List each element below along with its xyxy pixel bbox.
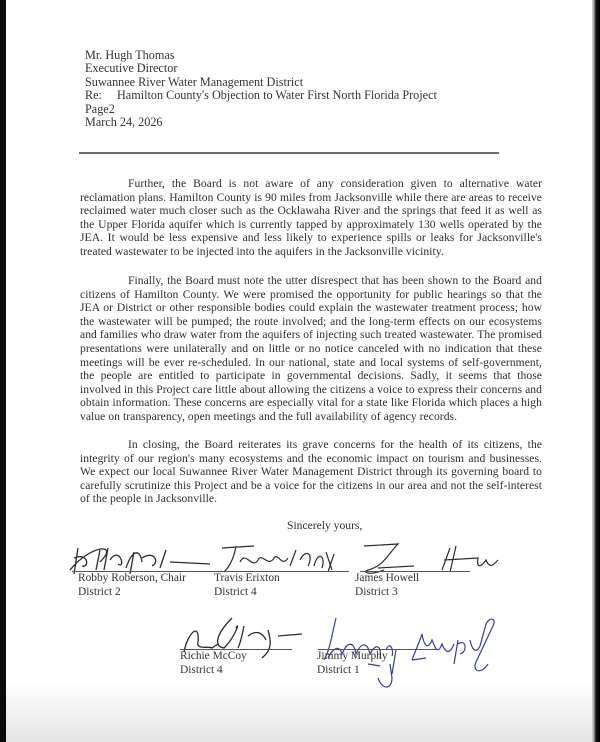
paragraph-text: Further, the Board is not aware of any consideration given to alternative water reclamation plans. Hamilton County is 90 miles from Jacksonville while there are areas to receive reclaimed water much closer such as the Ocklawaha River and the springs that feed it as well as the Upper Florida aquifer which is currently tapped by approximately 130 wells operated by the JEA. It would be less expensive and less likely to experience spills or leaks for Jacksonville's treated wastewater to be injected into the aquifers in the Jacksonville vicinity. [80, 177, 542, 258]
signatory-name: Travis Erixton [214, 572, 280, 584]
subject-line [85, 89, 437, 102]
letter-date: March 24, 2026 [85, 115, 163, 130]
paragraph-text: Finally, the Board must note the utter disrespect that has been shown to the Board and citizens of Hamilton County. We were promised the opportunity for public hearings so that the JEA or District or other responsible bodies could explain the wastewater treatment process; how the wastewater will be pumped; the route involved; and the long-term effects on our ecosystems and families who draw water from the aquifers of injecting such treated wastewater. The promised presentations were unilaterally and on little or no notice canceled with no indication that these meetings will be ever re-scheduled. In our national, state and local systems of self-government, the people are entitled to participate in governmental decisions. Sadly, it seems that those involved in this Project care little about allowing the citizens a voice to express their concerns and obtain information. These concerns are especially vital for a state like Florida which places a high value on transparency, open meetings and the full availability of agency records. [80, 274, 542, 423]
signatory-block [317, 650, 388, 677]
scan-right-border [592, 0, 600, 742]
signatory-name: Richie McCoy [180, 650, 247, 662]
header-divider [79, 152, 499, 154]
signatory-district: District 4 [214, 585, 257, 598]
recipient-organization: Suwannee River Water Management District [85, 74, 304, 89]
page-number: Page2 [85, 101, 115, 116]
signatory-block [355, 572, 419, 599]
paragraph-alternatives [80, 177, 542, 259]
paragraph-closing [80, 438, 542, 506]
letter-header [85, 49, 437, 129]
paragraph-disrespect [80, 274, 542, 424]
signatory-district: District 4 [180, 663, 223, 676]
re-label: Re: [85, 88, 102, 103]
signatory-block [180, 650, 247, 677]
recipient-title: Executive Director [85, 61, 178, 76]
valediction: Sincerely yours, [287, 519, 363, 532]
signatory-name: Robby Roberson, Chair [78, 572, 186, 584]
signatory-name: Jimmy Murphy [317, 650, 388, 662]
paragraph-text: In closing, the Board reiterates its grave concerns for the health of its citizens, the integrity of our region's many ecosystems and the economic impact on tourism and businesses. We expect our local Suwannee River Water Management District through its governing board to carefully scrutinize this Project and be a voice for the citizens in our area and not the self-interest of the people in Jacksonville. [80, 438, 542, 506]
re-subject: Hamilton County's Objection to Water First North Florida Project [117, 88, 437, 103]
signatory-district: District 1 [317, 663, 360, 676]
signatory-name: James Howell [355, 572, 420, 584]
signatory-district: District 2 [78, 585, 121, 598]
signatory-block [214, 572, 280, 599]
letter-page [6, 0, 592, 742]
signatory-district: District 3 [355, 585, 398, 598]
recipient-name: Mr. Hugh Thomas [85, 48, 175, 62]
signatory-block [78, 572, 186, 599]
